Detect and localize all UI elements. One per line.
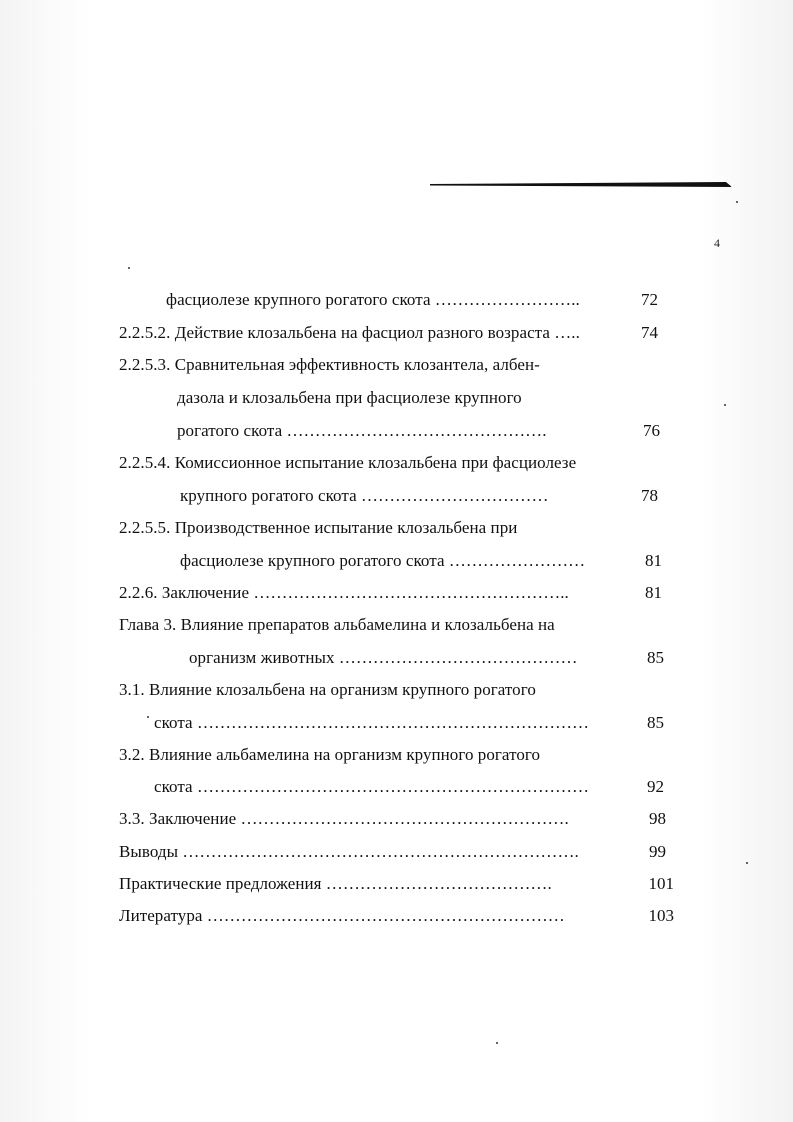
page-number: 4	[714, 236, 720, 250]
toc-entry-text: организм животных ……………………………………	[189, 648, 578, 667]
toc-entry-page: 72	[641, 290, 658, 309]
toc-entry-text: крупного рогатого скота ……………………………	[180, 486, 549, 505]
toc-entry-text: Глава 3. Влияние препаратов альбамелина и клозальбена на	[119, 615, 555, 634]
scan-speck	[147, 716, 149, 718]
scan-speck	[496, 1042, 498, 1044]
toc-entry-text: 2.2.5.2. Действие клозальбена на фасциол разного возраста …..	[119, 323, 580, 342]
toc-entry-text: скота ……………………………………………………………	[154, 713, 590, 732]
toc-entry-page: 76	[643, 421, 660, 440]
toc-entry-page: 103	[648, 906, 674, 925]
toc-entry-page: 78	[641, 486, 658, 505]
toc-entry-text: 3.3. Заключение ………………………………………………….	[119, 809, 569, 828]
toc-entry-text: 2.2.5.3. Сравнительная эффективность клозантела, албен-	[119, 355, 540, 374]
toc-entry-text: 3.1. Влияние клозальбена на организм крупного рогатого	[119, 680, 536, 699]
toc-entry-text: рогатого скота ……………………………………….	[177, 421, 547, 440]
toc-entry-page: 92	[647, 777, 664, 796]
toc-entry-text: дазола и клозальбена при фасциолезе крупного	[177, 388, 522, 407]
toc-entry-text: 2.2.6. Заключение ………………………………………………..	[119, 583, 569, 602]
toc-entry-text: Литература ………………………………………………………	[119, 906, 565, 925]
toc-entry-text: фасциолезе крупного рогатого скота ……………………..	[166, 290, 580, 309]
scan-speck	[736, 201, 738, 203]
scan-artifact-bar	[430, 182, 732, 187]
toc-entry-page: 74	[641, 323, 658, 342]
toc-entry-page: 101	[648, 874, 674, 893]
scan-speck	[128, 267, 130, 269]
toc-entry-page: 85	[647, 713, 664, 732]
toc-entry-text: Практические предложения ………………………………….	[119, 874, 552, 893]
scan-speck	[746, 862, 748, 864]
toc-entry-text: 2.2.5.4. Комиссионное испытание клозальбена при фасциолезе	[119, 453, 577, 472]
scan-speck	[724, 404, 726, 406]
toc-entry-page: 81	[645, 583, 662, 602]
toc-entry-text: фасциолезе крупного рогатого скота ……………………	[180, 551, 586, 570]
toc-entry-page: 81	[645, 551, 662, 570]
toc-entry-text: скота ……………………………………………………………	[154, 777, 590, 796]
toc-entry-text: 3.2. Влияние альбамелина на организм крупного рогатого	[119, 745, 541, 764]
toc-entry-text: Выводы …………………………………………………………….	[119, 842, 579, 861]
toc-entry-page: 98	[649, 809, 666, 828]
toc-entry-page: 85	[647, 648, 664, 667]
toc-entry-text: 2.2.5.5. Производственное испытание клозальбена при	[119, 518, 518, 537]
toc-entry-page: 99	[649, 842, 666, 861]
